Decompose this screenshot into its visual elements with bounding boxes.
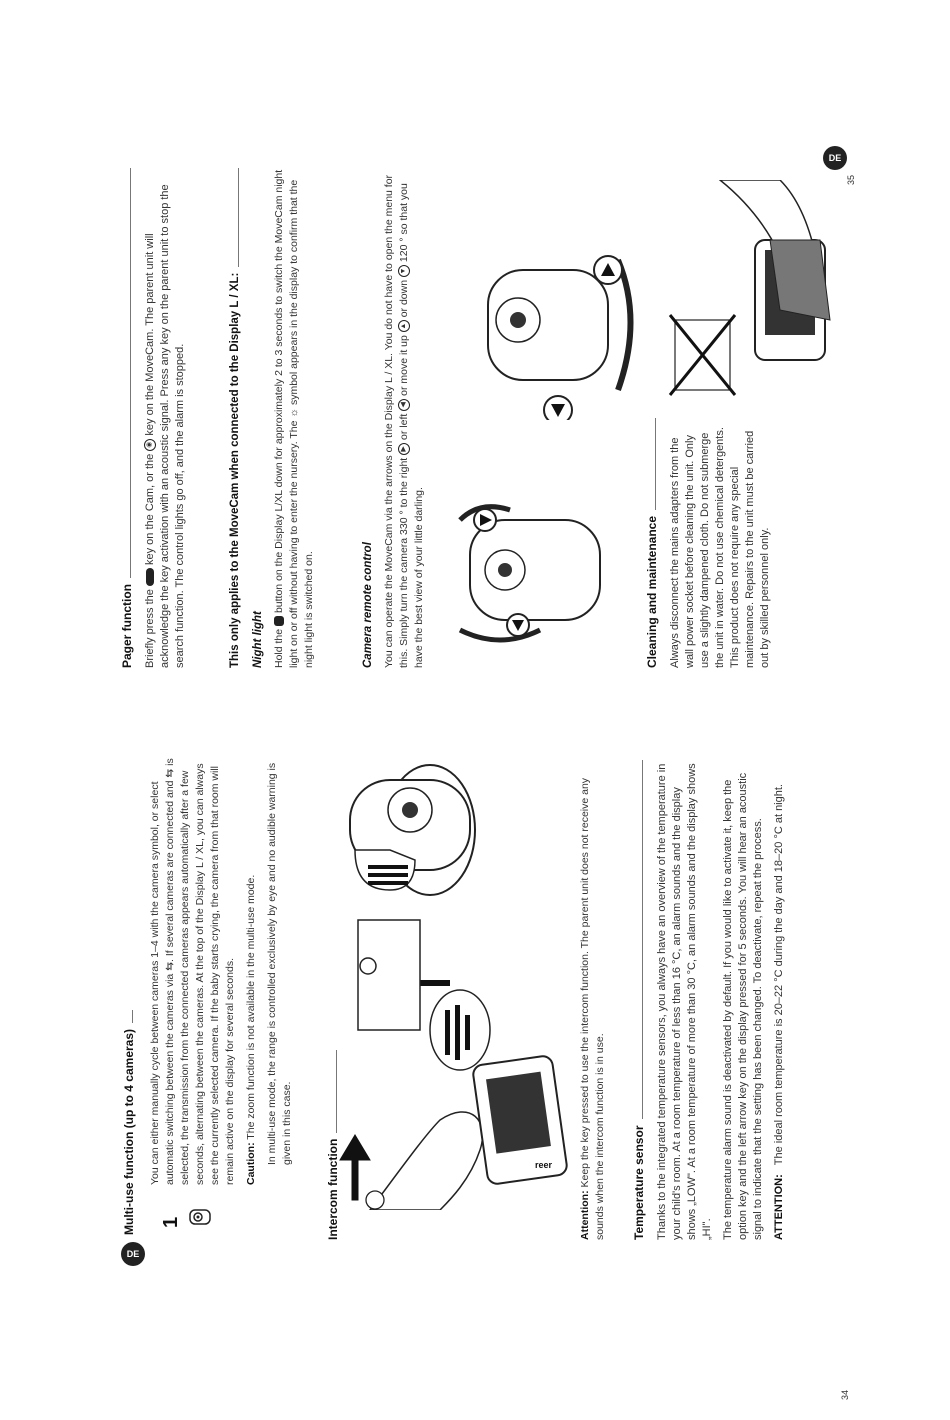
- movecam-rotation-illustration: [440, 500, 620, 650]
- arrow-right-icon: ▶: [398, 443, 410, 455]
- movecam-heading: This only applies to the MoveCam when connected to the Display L / XL:: [228, 168, 243, 668]
- caution-label: Caution:: [245, 1142, 257, 1185]
- movecam-tilt-illustration: [468, 240, 668, 420]
- multiuse-section: [122, 1010, 145, 1235]
- night-light-text: Hold the button on the Display L/XL down for approximately 2 to 3 seconds to switch the MoveCam night light on or off without having to enter the nursery. The ☼ symbol appears in the display to confirm that the night light is switched on.: [273, 169, 315, 668]
- step-number: 1: [160, 1216, 182, 1228]
- microphone-icon: [360, 958, 376, 974]
- page-number-left: 34: [840, 1389, 850, 1400]
- camera-icon: [188, 1208, 212, 1226]
- movecam-section: [228, 168, 323, 668]
- temperature-paragraph-1: Thanks to the integrated temperature sensors, you always have an overview of the temperature in your child's room. At a room temperature of less than 16 °C, an alarm sounds and the display shows „LOW". At a room temperature of more than 30 °C, an alarm sounds and the display shows „HI".: [656, 763, 713, 1240]
- arrow-up-icon: ▲: [398, 320, 410, 332]
- multiuse-body: [148, 745, 301, 1185]
- cleaning-paragraph-2: This product does not require any special maintenance. Repairs to the unit must be carried out by skilled personnel only.: [729, 430, 771, 668]
- temperature-title: Temperature sensor: [632, 760, 647, 1240]
- pager-text: Briefly press the key on the Cam, or the ◉ key on the MoveCam. The parent unit will acknowledge the key activation with an acoustic signal. Press any key on the parent unit to stop the search function. The control lights go off, and the alarm is stopped.: [144, 184, 186, 668]
- brand-logo: reer: [535, 1160, 553, 1170]
- multiuse-paragraph-2: In multi-use mode, the range is controlled exclusively by eye and no audible warning is given in this case.: [266, 762, 293, 1165]
- caution-text: The zoom function is not available in the multi-use mode.: [245, 874, 257, 1140]
- pager-title: Pager function: [120, 168, 135, 668]
- intercom-title: Intercom function: [326, 1050, 341, 1240]
- night-light-symbol-icon: ☼: [288, 407, 300, 418]
- cleaning-section: [645, 418, 779, 668]
- pager-section: [120, 168, 194, 668]
- multiuse-title: Multi-use function (up to 4 cameras): [122, 1010, 137, 1235]
- intercom-attention-label: Attention:: [579, 1190, 591, 1240]
- night-light-title: Night light: [252, 611, 264, 668]
- no-water-icon: [670, 315, 735, 395]
- intercom-attention: [578, 765, 614, 1240]
- arrow-icon: [340, 1135, 370, 1200]
- intercom-attention-text: Keep the key pressed to use the intercom function. The parent unit does not receive any sounds when the intercom function is in use.: [579, 777, 606, 1240]
- language-badge-left: DE: [121, 1242, 145, 1266]
- cleaning-illustration: [660, 180, 840, 410]
- arrow-left-icon: ◀: [398, 399, 410, 411]
- temperature-section: [632, 760, 793, 1240]
- cleaning-title: Cleaning and maintenance: [645, 418, 660, 668]
- multiuse-paragraph-1: You can either manually cycle between cameras 1–4 with the camera symbol, or select automatic switching between the cameras via ⇆. If several cameras are connected and ⇆ is selected, the transmission from the connected cameras appears automatically after a few seconds, alternating between the cameras. At the top of the Display L / XL, you can always see the currently selected camera. If the baby starts crying, the camera from that room will remain active on the display for several seconds.: [149, 758, 236, 1185]
- temperature-attention-label: ATTENTION:: [773, 1174, 785, 1240]
- talk-key-icon: [366, 1191, 384, 1209]
- pager-key-icon: [146, 568, 154, 586]
- night-light-button-icon: [274, 616, 284, 626]
- language-badge-right: DE: [823, 146, 847, 170]
- page-number-right: 35: [846, 174, 856, 185]
- multiuse-caution: [244, 745, 259, 1185]
- pager-movecam-key-icon: ◉: [144, 439, 156, 451]
- remote-section: [355, 168, 433, 668]
- arrow-down-icon: ▼: [398, 265, 410, 277]
- temperature-attention: [772, 760, 787, 1240]
- temperature-paragraph-2: The temperature alarm sound is deactivated by default. If you would like to activate it, keep the option key and the left arrow key on the display pressed for 5 seconds. You will hear an acoustic signal to indicate that the setting has been changed. To deactivate, repeat the process.: [722, 772, 764, 1240]
- intercom-illustration: [330, 740, 600, 1210]
- temperature-attention-text: The ideal room temperature is 20–22 °C during the day and 18–20 °C at night.: [773, 784, 785, 1166]
- remote-text: You can operate the MoveCam via the arrows on the Display L / XL. You do not have to open the menu for this. Simply turn the camera 330 ° to the right ▶ or left ◀ or move it up ▲ or down ▼ 120 ° so that you have the best view of your little darling.: [383, 174, 425, 668]
- remote-title: Camera remote control: [362, 542, 374, 668]
- cleaning-paragraph-1: Always disconnect the mains adapters from the wall power socket before cleaning the unit. Only use a slightly dampened cloth. Do not submerge the unit in water. Do not use chemical detergents.: [669, 427, 726, 668]
